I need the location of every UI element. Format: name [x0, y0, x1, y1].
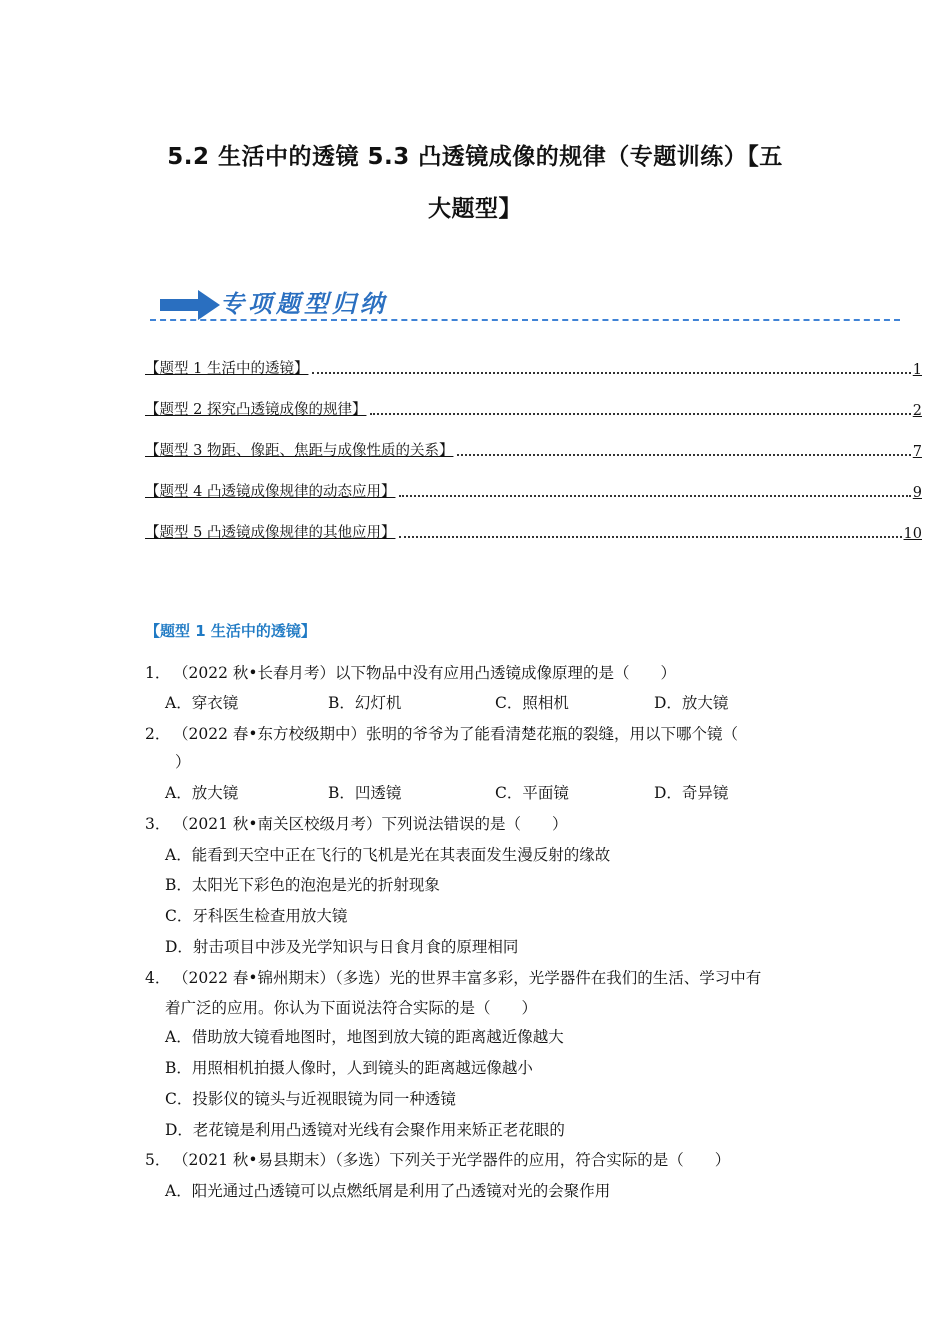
question-4: [145, 963, 805, 993]
option-d: D．放大镜: [654, 694, 729, 712]
toc-label: 【题型 5 凸透镜成像规律的其他应用】: [145, 525, 396, 541]
question-number: 2．: [145, 725, 171, 743]
question-stem: （2021 秋•易县期末）（多选）下列关于光学器件的应用，符合实际的是（ ）: [173, 1151, 731, 1169]
question-stem: （2022 春•东方校级期中）张明的爷爷为了能看清楚花瓶的裂缝，用以下哪个镜（: [173, 725, 739, 743]
option-d: D．老花镜是利用凸透镜对光线有会聚作用来矫正老花眼的: [165, 1121, 565, 1139]
document-title-line2: 大题型】: [428, 196, 522, 222]
toc-leader: [399, 535, 901, 538]
question-2-continuation: ）: [175, 753, 191, 771]
toc-label: 【题型 2 探究凸透镜成像的规律】: [145, 402, 367, 418]
question-number: 3．: [145, 815, 171, 833]
question-number: 1．: [145, 664, 171, 682]
banner-title: 专项题型归纳: [220, 289, 388, 318]
question-number: 5．: [145, 1151, 171, 1169]
question-stem: （2021 秋•南关区校级月考）下列说法错误的是（ ）: [173, 815, 568, 833]
option-d: D．射击项目中涉及光学知识与日食月食的原理相同: [165, 938, 519, 956]
option-d: D．奇异镜: [654, 784, 729, 802]
question-stem: （2022 秋•长春月考）以下物品中没有应用凸透镜成像原理的是（ ）: [173, 664, 677, 682]
question-stem: （2022 春•锦州期末）（多选）光的世界丰富多彩，光学器件在我们的生活、学习中有: [173, 969, 762, 987]
option-b: B．凹透镜: [328, 784, 402, 802]
option-b: B．太阳光下彩色的泡泡是光的折射现象: [165, 876, 440, 894]
option-a: A．穿衣镜: [165, 694, 239, 712]
question-2: [145, 719, 805, 749]
question-1: [145, 658, 805, 688]
option-b: B．用照相机拍摄人像时，人到镜头的距离越远像越小: [165, 1059, 533, 1077]
toc-item-2[interactable]: [145, 399, 922, 419]
toc-page-number: 2: [912, 403, 922, 419]
document-title-line1: 5.2 生活中的透镜 5.3 凸透镜成像的规律（专题训练）【五: [167, 144, 783, 170]
toc-page-number: 10: [903, 526, 922, 542]
question-number: 4．: [145, 969, 171, 987]
question-3: [145, 809, 805, 839]
question-5: [145, 1145, 805, 1175]
question-4-continuation: 着广泛的应用。你认为下面说法符合实际的是（ ）: [165, 999, 538, 1017]
option-a: A．阳光通过凸透镜可以点燃纸屑是利用了凸透镜对光的会聚作用: [165, 1182, 611, 1200]
toc-item-3[interactable]: [145, 440, 922, 460]
toc-leader: [399, 494, 910, 497]
option-a: A．借助放大镜看地图时，地图到放大镜的距离越近像越大: [165, 1028, 564, 1046]
option-c: C．牙科医生检查用放大镜: [165, 907, 348, 925]
toc-label: 【题型 1 生活中的透镜】: [145, 361, 309, 377]
section-heading: 【题型 1 生活中的透镜】: [145, 622, 316, 640]
arrow-right-icon: [160, 290, 222, 320]
banner-divider: [150, 319, 900, 321]
option-a: A．能看到天空中正在飞行的飞机是光在其表面发生漫反射的缘故: [165, 846, 611, 864]
toc-leader: [457, 453, 910, 456]
toc-leader: [312, 371, 910, 374]
toc-item-5[interactable]: [145, 522, 922, 542]
option-c: C．投影仪的镜头与近视眼镜为同一种透镜: [165, 1090, 456, 1108]
option-b: B．幻灯机: [328, 694, 402, 712]
toc-page-number: 1: [912, 362, 922, 378]
section-banner: [150, 286, 900, 326]
toc-page-number: 7: [912, 444, 922, 460]
toc-label: 【题型 3 物距、像距、焦距与成像性质的关系】: [145, 443, 454, 459]
toc-leader: [370, 412, 910, 415]
toc-page-number: 9: [912, 485, 922, 501]
option-a: A．放大镜: [165, 784, 239, 802]
toc-item-4[interactable]: [145, 481, 922, 501]
option-c: C．平面镜: [495, 784, 569, 802]
toc-item-1[interactable]: [145, 358, 922, 378]
option-c: C．照相机: [495, 694, 569, 712]
toc-label: 【题型 4 凸透镜成像规律的动态应用】: [145, 484, 396, 500]
